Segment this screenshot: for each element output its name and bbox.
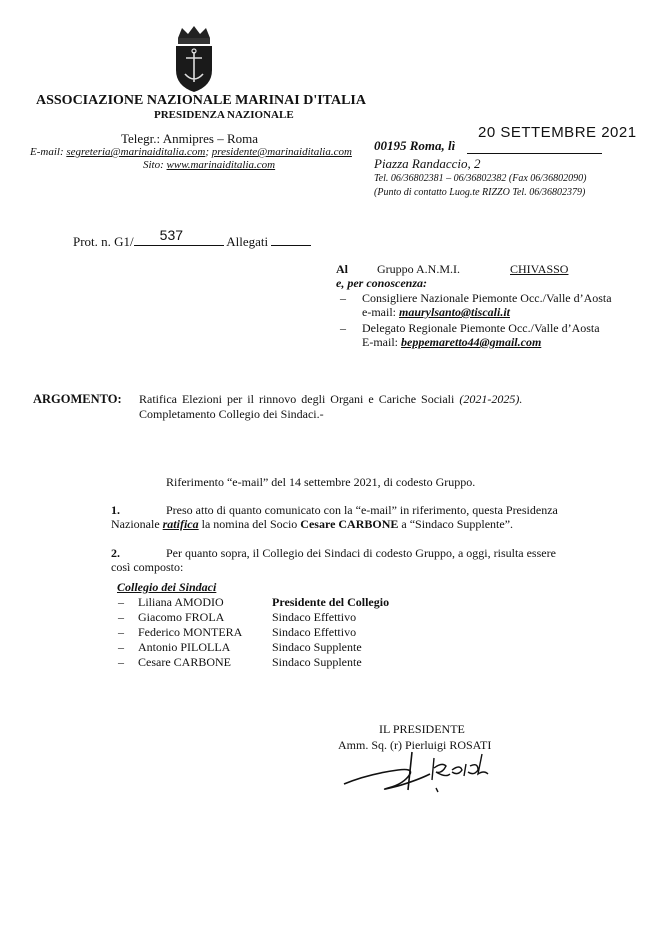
member-role: Presidente del Collegio [272, 595, 390, 609]
collegio-title: Collegio dei Sindaci [117, 580, 217, 594]
protocol-label: Prot. n. G1/ [73, 234, 134, 249]
signature-icon [338, 744, 518, 804]
allegati-blank [271, 235, 311, 246]
cc-item-1-role: Consigliere Nazionale Piemonte Occ./Valle d’Aosta [362, 291, 612, 305]
email-line [30, 146, 352, 158]
p1-text-a: Nazionale [111, 517, 160, 531]
subject-line-1 [139, 392, 522, 407]
paragraph-1-line-1: Preso atto di quanto comunicato con la “e-mail” in riferimento, questa Presidenza [166, 503, 558, 517]
email-segreteria-link[interactable]: segreteria@marinaiditalia.com [66, 146, 206, 158]
contact-line: (Punto di contatto Luog.te RIZZO Tel. 06/36802379) [374, 187, 586, 198]
cc-item-1-mail-line [362, 305, 510, 320]
paragraph-2-line-2: così composto: [111, 560, 184, 574]
reference-line: Riferimento “e-mail” del 14 settembre 2021, di codesto Gruppo. [166, 475, 476, 489]
emblem-icon [168, 24, 220, 94]
recipient-city: CHIVASSO [510, 262, 569, 276]
tel-line: Tel. 06/36802381 – 06/36802382 (Fax 06/36802090) [374, 173, 587, 184]
signature-name: Amm. Sq. (r) Pierluigi ROSATI [338, 738, 492, 752]
subject-label: ARGOMENTO: [33, 392, 122, 406]
org-name: ASSOCIAZIONE NAZIONALE MARINAI D'ITALIA [36, 93, 366, 108]
member-role: Sindaco Supplente [272, 655, 362, 669]
telegr: Telegr.: Anmipres – Roma [121, 131, 259, 146]
protocol-number: 537 [159, 227, 184, 243]
handwritten-signature [338, 744, 518, 804]
protocol-line [73, 227, 311, 250]
member-name: Liliana AMODIO [138, 595, 224, 609]
cc-item-2-mail-label: E-mail: [362, 335, 398, 349]
subject-period: (2021-2025). [459, 392, 523, 406]
member-name: Antonio PILOLLA [138, 640, 231, 654]
member-name: Cesare CARBONE [138, 655, 231, 669]
cc-item-2-role: Delegato Regionale Piemonte Occ./Valle d’Aosta [362, 321, 600, 335]
p1-text-c: a “Sindaco Supplente”. [401, 517, 514, 531]
p1-member-name: Cesare CARBONE [300, 517, 399, 531]
cc-item-2-mail-line [362, 335, 541, 350]
cc-item-2-dash: – [340, 321, 346, 335]
paragraph-2-number: 2. [111, 546, 120, 560]
paragraph-2-line-1: Per quanto sopra, il Collegio dei Sindaci di codesto Gruppo, a oggi, risulta essere [166, 546, 556, 560]
cc-item-2-email-link[interactable]: beppemaretto44@gmail.com [401, 335, 542, 349]
address: Piazza Randaccio, 2 [374, 156, 481, 171]
member-name: Giacomo FROLA [138, 610, 225, 624]
member-role: Sindaco Effettivo [272, 610, 357, 624]
member-dash: – [118, 625, 124, 639]
date-underline [467, 153, 602, 154]
city-label: 00195 Roma, lì [374, 138, 456, 153]
subject-line-2: Completamento Collegio dei Sindaci.- [139, 407, 324, 421]
member-name: Federico MONTERA [138, 625, 243, 639]
member-dash: – [118, 640, 124, 654]
site-label: Sito: [143, 159, 164, 171]
cc-item-1-dash: – [340, 291, 346, 305]
member-dash: – [118, 610, 124, 624]
paragraph-1-line-2 [111, 517, 513, 532]
recipient-group: Gruppo A.N.M.I. [377, 262, 460, 276]
date-stamp: 20 SETTEMBRE 2021 [478, 124, 637, 141]
cc-item-1-email-link[interactable]: maurylsanto@tiscali.it [398, 305, 510, 319]
p1-text-b: la nomina del Socio [201, 517, 298, 531]
p1-ratifica: ratifica [162, 517, 199, 531]
member-role: Sindaco Effettivo [272, 625, 357, 639]
site-link[interactable]: www.marinaiditalia.com [166, 159, 276, 171]
email-label: E-mail: [30, 146, 64, 158]
org-subtitle: PRESIDENZA NAZIONALE [154, 109, 294, 121]
site-line [143, 159, 275, 171]
member-dash: – [118, 595, 124, 609]
subject-text: Ratifica Elezioni per il rinnovo degli Organi e Cariche Sociali [139, 392, 455, 406]
email-separator: ; [205, 146, 209, 158]
member-role: Sindaco Supplente [272, 640, 362, 654]
member-dash: – [118, 655, 124, 669]
signature-title: IL PRESIDENTE [379, 722, 465, 736]
cc-label: e, per conoscenza: [336, 276, 427, 290]
allegati-label: Allegati [226, 234, 269, 249]
al-label: Al [336, 262, 348, 276]
paragraph-1-number: 1. [111, 503, 120, 517]
cc-item-1-mail-label: e-mail: [362, 305, 396, 319]
email-presidente-link[interactable]: presidente@marinaiditalia.com [211, 146, 352, 158]
anmi-emblem [168, 24, 220, 94]
